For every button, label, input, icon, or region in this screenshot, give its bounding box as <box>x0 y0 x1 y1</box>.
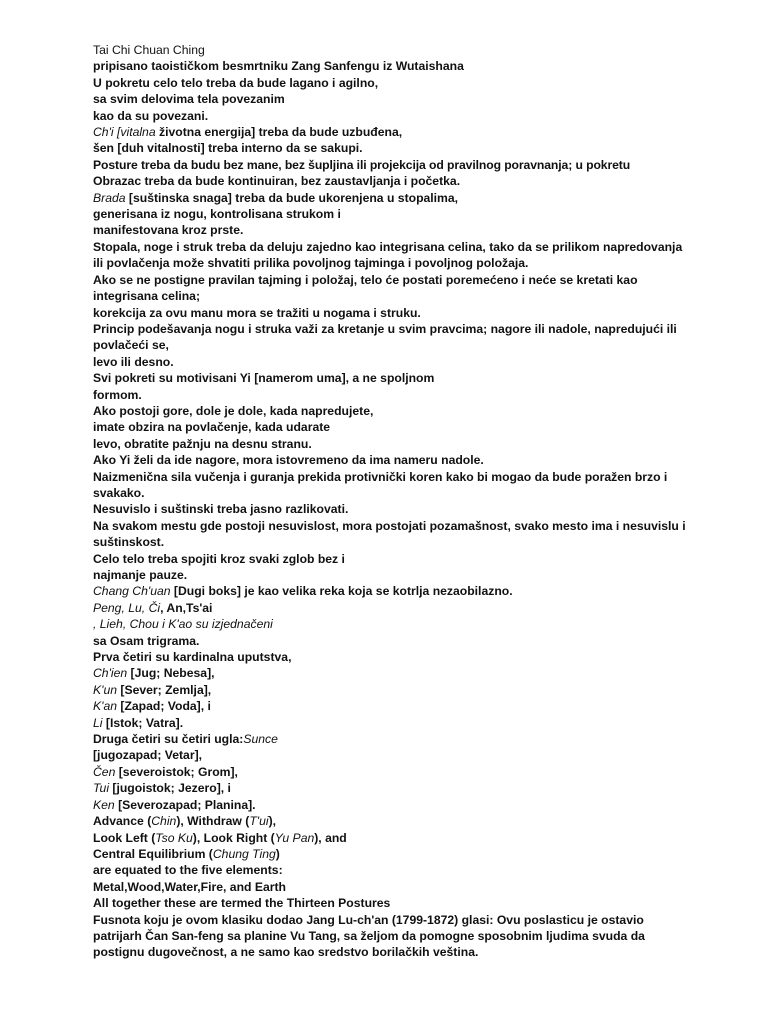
footnote-paragraph: Fusnota koju je ovom klasiku dodao Jang Lu-ch'an (1799-1872) glasi: Ovu poslasticu je ostavio patrijarh Čan San-feng sa planine Vu Tang, sa željom da pomogne sposobnim ljudima svuda da postignu dugovečnost, a ne samo kao sredstvo borilačkih veština. <box>93 912 645 960</box>
italic-term: Ch'ien <box>93 666 128 681</box>
text-line <box>93 715 693 731</box>
text-segment: [severoistok; Grom], <box>115 764 238 779</box>
italic-term: Li <box>93 715 103 730</box>
text-segment: [Istok; Vatra]. <box>102 715 184 730</box>
text-segment: [jugoistok; Jezero], i <box>109 781 231 796</box>
text-line <box>93 846 693 862</box>
text-line: levo, obratite pažnju na desnu stranu. <box>93 436 312 451</box>
italic-term: Yu Pan <box>274 830 315 845</box>
italic-term: Chin <box>151 814 177 829</box>
text-line <box>93 797 693 813</box>
text-line: , Lieh, Chou i K'ao su izjednačeni <box>93 617 273 632</box>
italic-term: T'ui <box>249 814 269 829</box>
text-line: Prva četiri su kardinalna uputstva, <box>93 650 292 665</box>
text-line <box>93 780 693 796</box>
text-line: sa Osam trigrama. <box>93 633 200 648</box>
italic-term: Chang Ch'uan <box>93 584 171 599</box>
text-line: šen [duh vitalnosti] treba interno da se sakupi. <box>93 141 363 156</box>
text-line <box>93 583 693 599</box>
italic-term: Tui <box>93 781 110 796</box>
text-line <box>93 698 693 714</box>
italic-term: Čen <box>93 764 116 779</box>
text-segment: [Severozapad; Planina]. <box>114 797 256 812</box>
text-line: Ako postoji gore, dole je dole, kada napredujete, <box>93 403 374 418</box>
text-line: U pokretu celo telo treba da bude lagano i agilno, <box>93 75 379 90</box>
text-segment: ), Look Right ( <box>192 830 275 845</box>
text-segment: , An,Ts'ai <box>160 600 213 615</box>
text-segment: [Jug; Nebesa], <box>127 666 215 681</box>
text-segment: ), and <box>314 830 347 845</box>
italic-term: K'un <box>93 682 118 697</box>
document-title: Tai Chi Chuan Ching <box>93 43 205 57</box>
text-line: generisana iz nogu, kontrolisana strukom i <box>93 207 341 222</box>
text-line: kao da su povezani. <box>93 108 209 123</box>
document-body <box>93 42 693 961</box>
text-segment: Advance ( <box>93 814 152 829</box>
text-segment: životna energija] treba da bude uzbuđena, <box>159 125 403 140</box>
italic-term: Ken <box>93 797 115 812</box>
text-line <box>93 682 693 698</box>
text-line <box>93 190 693 206</box>
text-line <box>93 830 693 846</box>
document-subtitle: pripisano taoističkom besmrtniku Zang Sanfengu iz Wutaishana <box>93 59 464 74</box>
text-segment: ), <box>268 814 277 829</box>
italic-term: Ch'i [vitalna <box>93 125 160 140</box>
text-line: najmanje pauze. <box>93 568 188 582</box>
text-line: korekcija za ovu manu mora se tražiti u nogama i struku. <box>93 305 421 320</box>
italic-term: Brada <box>93 190 126 205</box>
italic-term: Sunce <box>243 732 278 747</box>
text-segment: Central Equilibrium ( <box>93 846 213 861</box>
text-line <box>93 665 693 681</box>
text-segment: ) <box>275 846 280 861</box>
italic-term: K'an <box>93 699 118 714</box>
text-line: Ako Yi želi da ide nagore, mora istovremeno da ima nameru nadole. <box>93 453 484 468</box>
text-paragraph: Princip podešavanja nogu i struka važi za kretanje u svim pravcima; nagore ili nadole, napredujući ili povlačeći se, <box>93 321 677 353</box>
text-paragraph: Ako se ne postigne pravilan tajming i položaj, telo će postati poremećeno i neće se kretati kao integrisana celina; <box>93 272 638 304</box>
text-line: manifestovana kroz prste. <box>93 223 244 238</box>
text-paragraph: Naizmenična sila vučenja i guranja prekida protivnički koren kako bi mogao da bude poražen brzo i svakako. <box>93 469 668 500</box>
text-paragraph: Na svakom mestu gde postoji nesuvislost, mora postojati pozamašnost, svako mesto ima i nesuvislu i suštinskost. <box>93 518 686 550</box>
text-line: Svi pokreti su motivisani Yi [namerom uma], a ne spoljnom <box>93 371 435 386</box>
text-line: levo ili desno. <box>93 354 174 369</box>
italic-term: Chung Ting <box>212 846 276 861</box>
text-line <box>93 813 693 829</box>
text-line <box>93 764 693 780</box>
text-segment: [Zapad; Voda], i <box>117 699 211 714</box>
text-line <box>93 124 693 140</box>
text-line: [jugozapad; Vetar], <box>93 748 203 763</box>
text-line: All together these are termed the Thirteen Postures <box>93 896 391 911</box>
text-line <box>93 731 693 747</box>
text-paragraph: Stopala, noge i struk treba da deluju zajedno kao integrisana celina, tako da se prilikom napredovanja ili povlačenja može shvatiti prilika povoljnog tajminga i povoljnog položaja. <box>93 239 683 271</box>
text-line: Nesuvislo i suštinski treba jasno razlikovati. <box>93 502 349 517</box>
text-segment: ), Withdraw ( <box>176 814 250 829</box>
text-line: Posture treba da budu bez mane, bez šupljina ili projekcija od pravilnog poravnanja; u pokretu <box>93 157 631 172</box>
text-line: sa svim delovima tela povezanim <box>93 92 285 107</box>
text-segment: Druga četiri su četiri ugla: <box>93 732 244 747</box>
text-segment: [suštinska snaga] treba da bude ukorenjena u stopalima, <box>125 190 459 205</box>
text-line <box>93 600 693 616</box>
text-line: imate obzira na povlačenje, kada udarate <box>93 420 331 435</box>
italic-term: Peng, Lu, Či <box>93 600 161 615</box>
text-line: formom. <box>93 387 142 402</box>
text-line: are equated to the five elements: <box>93 863 283 878</box>
text-segment: [Sever; Zemlja], <box>117 682 212 697</box>
italic-term: Tso Ku <box>155 830 193 845</box>
text-segment: Look Left ( <box>93 830 156 845</box>
text-line: Obrazac treba da bude kontinuiran, bez zaustavljanja i početka. <box>93 174 461 189</box>
text-line: Celo telo treba spojiti kroz svaki zglob bez i <box>93 551 345 566</box>
text-segment: [Dugi boks] je kao velika reka koja se kotrlja nezaobilazno. <box>170 584 513 599</box>
text-line: Metal,Wood,Water,Fire, and Earth <box>93 879 286 894</box>
